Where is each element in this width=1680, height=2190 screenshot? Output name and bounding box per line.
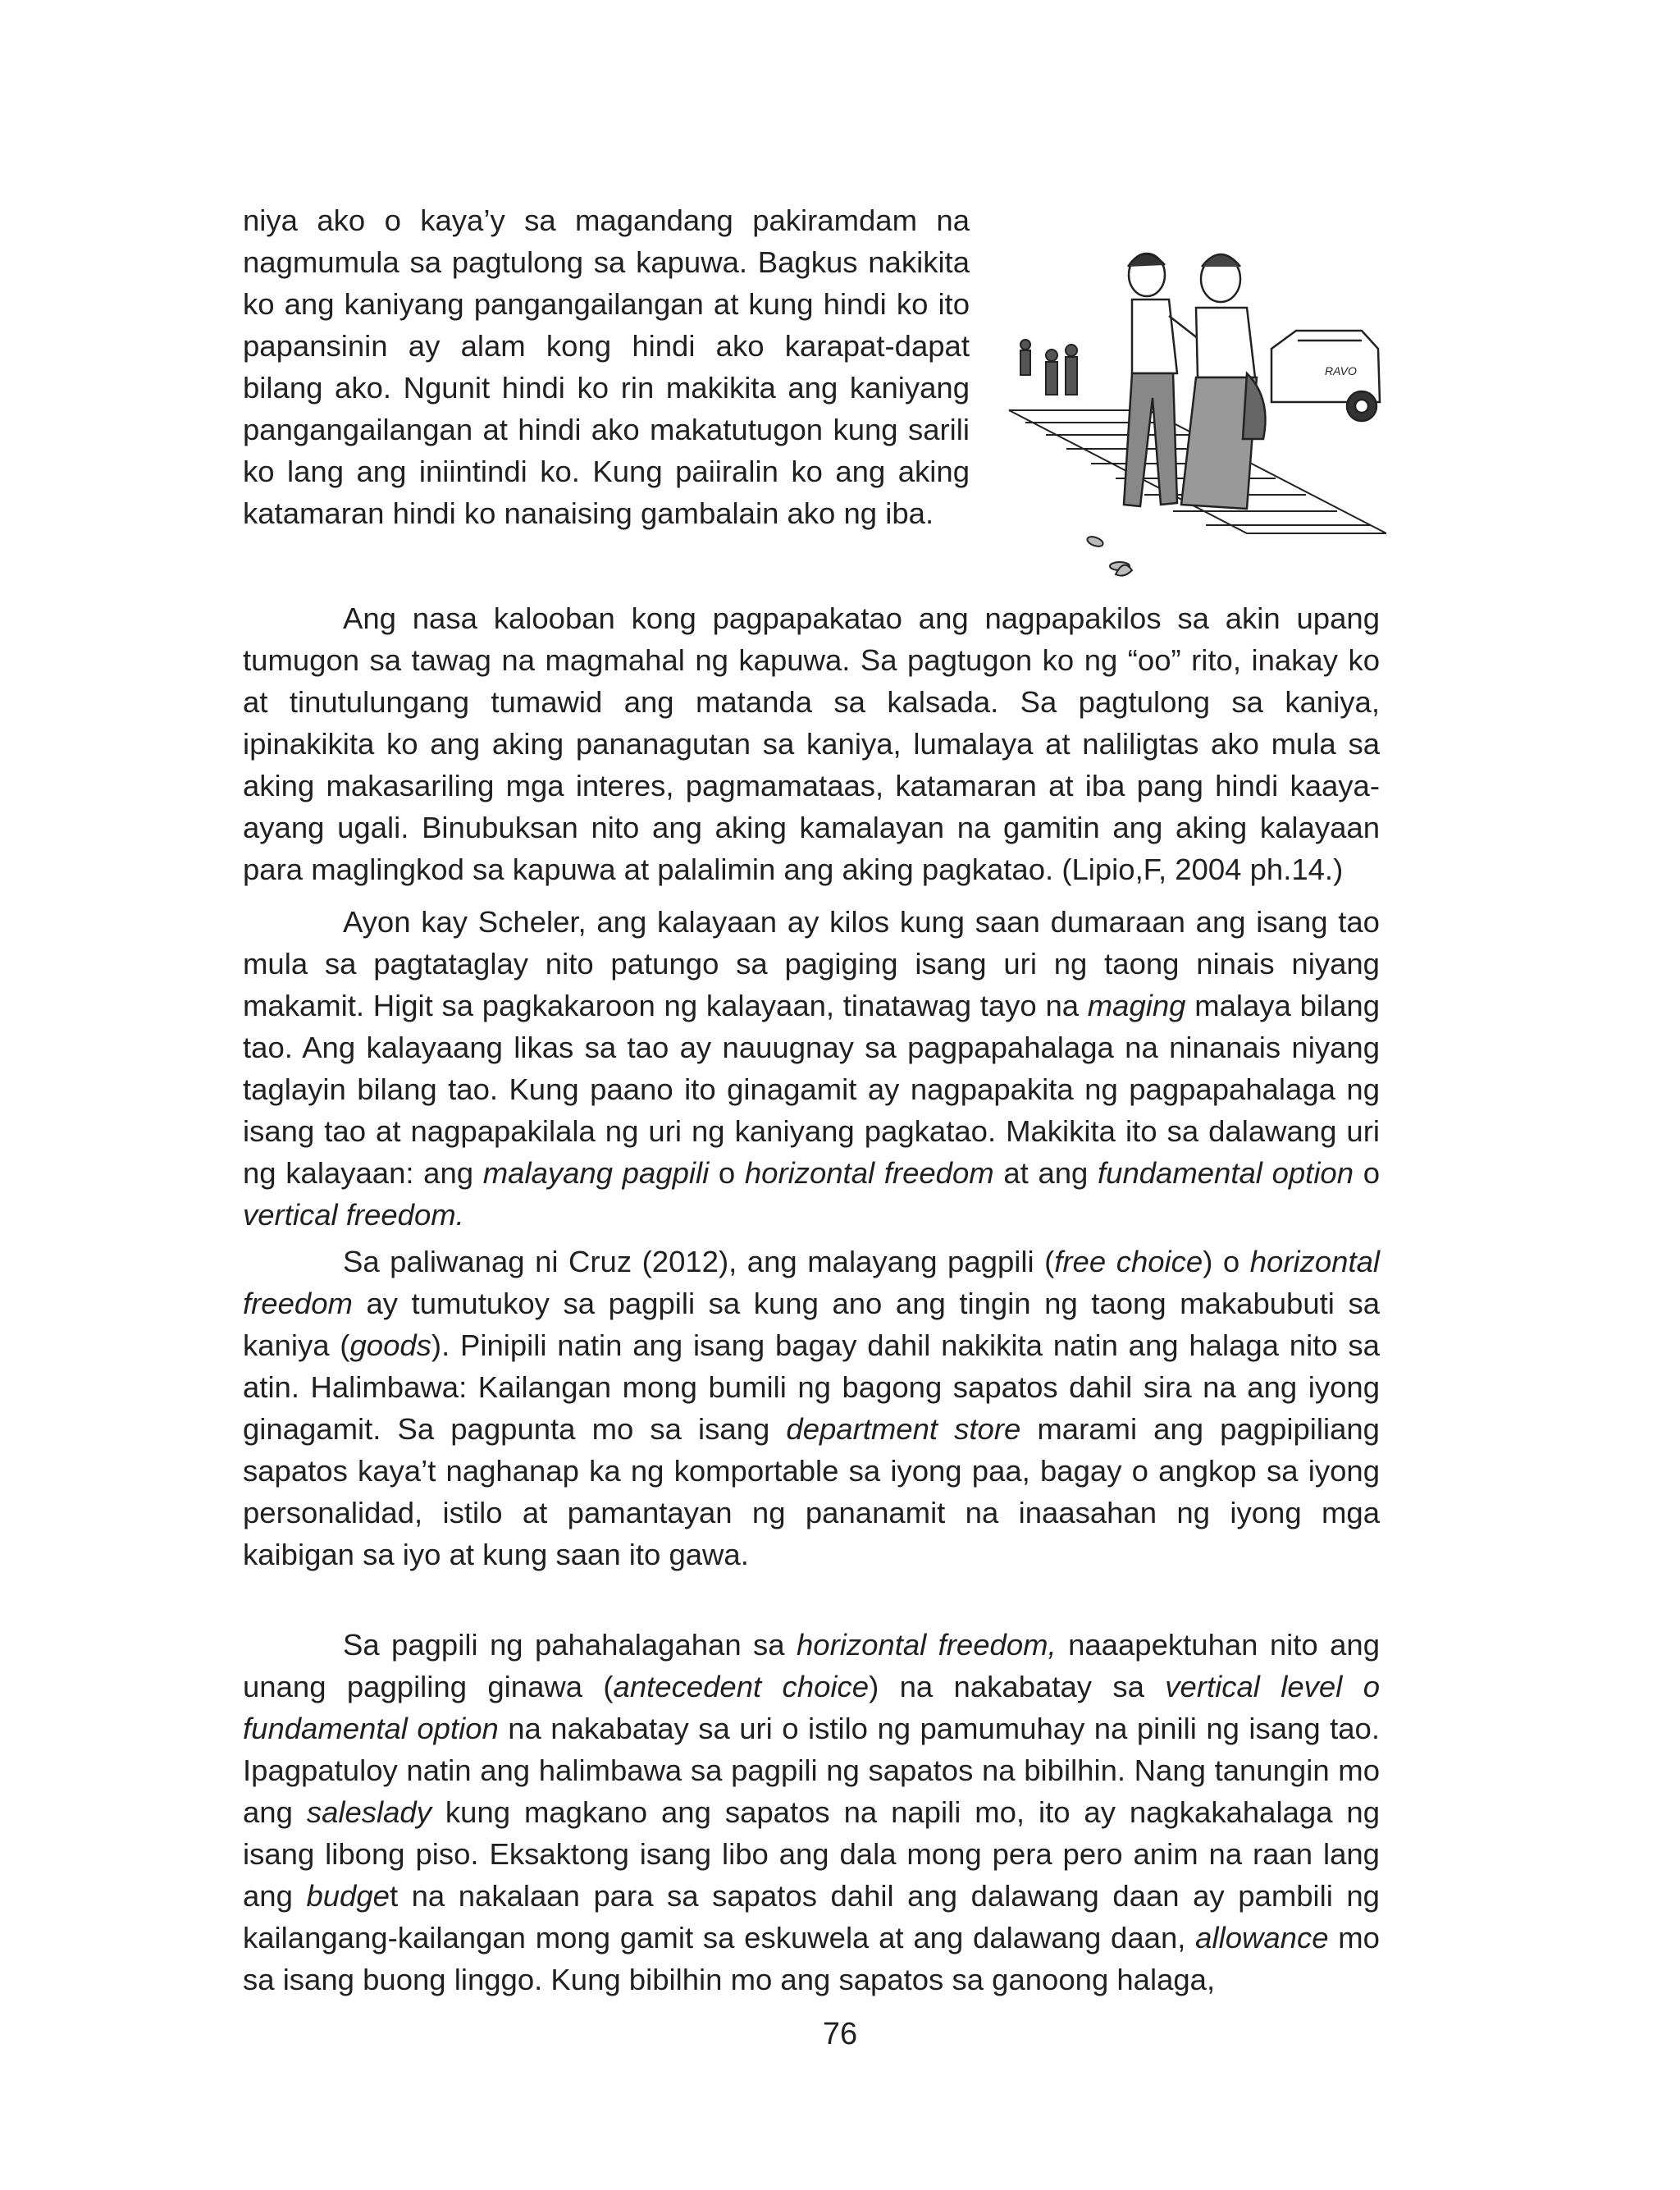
italic-term: budge <box>306 1879 390 1913</box>
text-run: Sa paliwanag ni Cruz (2012), ang malayang pagpili ( <box>343 1245 1055 1278</box>
italic-term: horizontal freedom <box>243 1245 1380 1320</box>
text-run: mo sa isang buong linggo. Kung bibilhin mo ang sapatos sa ganoong halaga, <box>243 1921 1380 1996</box>
italic-term: antecedent choice <box>613 1670 870 1703</box>
paragraph-2 <box>243 597 1380 890</box>
italic-term: allowance <box>1195 1921 1329 1955</box>
text-run: naaapektuhan nito ang unang pagpiling ginawa ( <box>243 1628 1380 1703</box>
elderly-figure <box>1181 254 1266 509</box>
paragraph-5 <box>243 1624 1380 2000</box>
background-people <box>1020 340 1077 395</box>
italic-term: department store <box>786 1412 1021 1446</box>
paragraph-2-text: Ang nasa kalooban kong pagpapakatao ang nagpapakilos sa akin upang tumugon sa tawag na magmahal ng kapuwa. Sa pagtugon ko ng “oo” rito, inakay ko at tinutulungang tumawid ang matanda sa kalsada. Sa pagtulong sa kaniya, ipinakikita ko ang aking pananagutan sa kaniya, lumalaya at naliligtas ako mula sa aking makasariling mga interes, pagmamataas, katamaran at iba pang hindi kaaya-ayang ugali. Binubuksan nito ang aking kamalayan na gamitin ang aking kalayaan para maglingkod sa kapuwa at palalimin ang aking pagkatao. (Lipio,F, 2004 ph.14.) <box>243 601 1380 886</box>
paragraph-1 <box>243 199 970 534</box>
text-run: malaya bilang tao. Ang kalayaang likas sa tao ay nauugnay sa pagpapahalaga na ninanais niyang taglayin bilang tao. Kung paano ito ginagamit ay nagpapakita ng pagpapahalaga ng isang tao at nagpapakilala ng uri ng kaniyang pagkatao. Makikita ito sa dalawang uri ng kalayaan: ang <box>243 989 1380 1190</box>
page-number: 76 <box>822 2017 858 2051</box>
text-run: o <box>709 1156 745 1190</box>
text-run: at ang <box>993 1156 1098 1190</box>
text-run: Sa pagpili ng pahahalagahan sa <box>343 1628 797 1662</box>
text-run: ) o <box>1203 1245 1250 1278</box>
italic-term: goods <box>349 1328 431 1362</box>
italic-term: horizontal freedom, <box>796 1628 1057 1662</box>
italic-term: maging <box>1087 989 1186 1022</box>
italic-term: fundamental option <box>1098 1156 1354 1190</box>
text-run: na nakabatay sa uri o istilo ng pamumuhay na pinili ng isang tao. Ipagpatuloy natin ang halimbawa sa pagpili ng sapatos na bibilhin. Nang tanungin mo ang <box>243 1712 1380 1829</box>
text-run: kung magkano ang sapatos na napili mo, ito ay nagkakahalaga ng isang libong piso. Eksaktong isang libo ang dala mong pera pero anim na raan lang ang <box>243 1795 1380 1913</box>
text-run: ) na nakabatay sa <box>869 1670 1166 1703</box>
italic-term: saleslady <box>306 1795 431 1829</box>
italic-term: vertical level o fundamental option <box>243 1670 1380 1745</box>
text-run: ay tumutukoy sa pagpili sa kung ano ang tingin ng taong makabubuti sa kaniya ( <box>243 1287 1380 1362</box>
vehicle <box>1271 331 1380 421</box>
crossing-street-illustration <box>1001 234 1386 587</box>
text-run: Ayon kay Scheler, ang kalayaan ay kilos kung saan dumaraan ang isang tao mula sa pagtataglay nito patungo sa pagiging isang uri ng taong ninais niyang makamit. Higit sa pagkakaroon ng kalayaan, tinatawag tayo na <box>243 905 1380 1022</box>
paragraph-1-text: niya ako o kaya’y sa magandang pakiramdam na nagmumula sa pagtulong sa kapuwa. Bagkus nakikita ko ang kaniyang pangangailangan at kung hindi ko ito papansinin ay alam kong hindi ako karapat-dapat bilang ako. Ngunit hindi ko rin makikita ang kaniyang pangangailangan at hindi ako makatutugon kung sarili ko lang ang iniintindi ko. Kung paiiralin ko ang aking katamaran hindi ko nanaising gambalain ako ng iba. <box>243 203 970 530</box>
text-run: marami ang pagpipiliang sapatos kaya’t naghanap ka ng komportable sa iyong paa, bagay o angkop sa iyong personalidad, istilo at pamantayan ng pananamit na inaasahan ng iyong mga kaibigan sa iyo at kung saan ito gawa. <box>243 1412 1380 1571</box>
text-run: o <box>1354 1156 1380 1190</box>
falling-leaves <box>1086 535 1132 576</box>
italic-term: vertical freedom. <box>243 1198 464 1232</box>
vehicle-label: RAVO <box>1325 364 1357 377</box>
text-run: t na nakalaan para sa sapatos dahil ang dalawang daan ay pambili ng kailangang-kailangan mong gamit sa eskuwela at ang dalawang daan, <box>243 1879 1380 1955</box>
text-run: ). Pinipili natin ang isang bagay dahil nakikita natin ang halaga nito sa atin. Halimbawa: Kailangan mong bumili ng bagong sapatos dahil sira na ang iyong ginagamit. Sa pagpunta mo sa isang <box>243 1328 1380 1446</box>
italic-term: free choice <box>1054 1245 1203 1278</box>
italic-term: malayang pagpili <box>482 1156 710 1190</box>
paragraph-4 <box>243 1241 1380 1575</box>
paragraph-3 <box>243 901 1380 1236</box>
italic-term: horizontal freedom <box>744 1156 994 1190</box>
